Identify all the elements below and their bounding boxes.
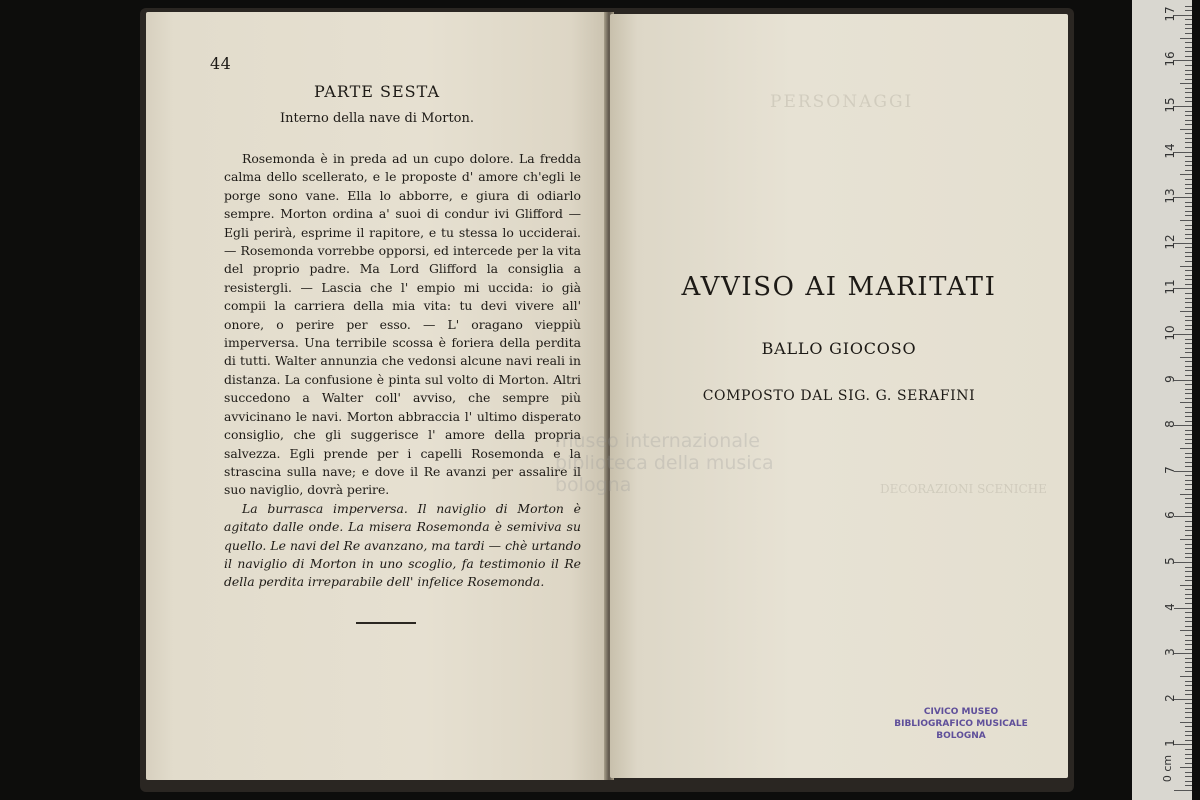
ruler-tick <box>1180 676 1192 677</box>
library-watermark <box>555 430 875 496</box>
ruler-tick <box>1185 453 1192 454</box>
ruler-tick <box>1185 598 1192 599</box>
ruler-tick <box>1185 466 1192 467</box>
ruler-tick <box>1185 234 1192 235</box>
ruler-tick <box>1185 703 1192 704</box>
ruler-tick <box>1180 311 1192 312</box>
ruler-tick <box>1185 124 1192 125</box>
ruler-tick <box>1185 785 1192 786</box>
ruler-tick <box>1185 726 1192 727</box>
ruler-tick <box>1185 184 1192 185</box>
ruler-tick <box>1185 708 1192 709</box>
ruler-tick <box>1185 484 1192 485</box>
ruler-tick <box>1185 138 1192 139</box>
ruler-tick <box>1185 754 1192 755</box>
stamp-line: BOLOGNA <box>936 731 986 741</box>
ruler-tick <box>1185 626 1192 627</box>
ruler-tick <box>1185 712 1192 713</box>
ruler-tick <box>1185 366 1192 367</box>
ruler-tick <box>1185 343 1192 344</box>
ruler-number: 10 <box>1163 325 1177 341</box>
ruler-tick <box>1185 430 1192 431</box>
body-text <box>224 150 581 592</box>
ruler-tick <box>1185 193 1192 194</box>
ruler-tick <box>1185 348 1192 349</box>
ruler-tick <box>1185 389 1192 390</box>
ruler-tick <box>1185 594 1192 595</box>
ruler-tick <box>1185 717 1192 718</box>
ruler-tick <box>1185 92 1192 93</box>
ruler-tick <box>1180 402 1192 403</box>
ruler-tick <box>1185 165 1192 166</box>
ruler-tick <box>1185 398 1192 399</box>
ruler-tick <box>1185 731 1192 732</box>
ruler-tick <box>1185 457 1192 458</box>
ruler-tick <box>1180 722 1192 723</box>
ruler-tick <box>1185 544 1192 545</box>
subtitle: BALLO GIOCOSO <box>761 339 917 358</box>
ruler-tick <box>1185 307 1192 308</box>
right-page <box>610 14 1068 778</box>
ruler-number: 6 <box>1163 511 1177 520</box>
ruler-tick <box>1185 142 1192 143</box>
ruler-number: 13 <box>1163 188 1177 204</box>
ruler-tick <box>1185 535 1192 536</box>
ruler-tick <box>1185 298 1192 299</box>
ruler-tick <box>1185 133 1192 134</box>
ruler-unit-label: 0 cm <box>1161 754 1175 783</box>
ruler-tick <box>1185 70 1192 71</box>
ruler-tick <box>1185 776 1192 777</box>
ruler-tick <box>1185 279 1192 280</box>
ruler-number: 5 <box>1163 557 1177 565</box>
ruler-tick <box>1185 215 1192 216</box>
ruler-tick <box>1185 179 1192 180</box>
ruler-tick <box>1185 252 1192 253</box>
ruler-tick <box>1185 557 1192 558</box>
ruler-tick <box>1185 24 1192 25</box>
ruler-tick <box>1185 115 1192 116</box>
ruler-tick <box>1185 434 1192 435</box>
ruler-number: 1 <box>1163 739 1177 748</box>
ruler-tick <box>1185 475 1192 476</box>
ruler-tick <box>1185 339 1192 340</box>
ruler-tick <box>1185 247 1192 248</box>
ruler-tick <box>1180 494 1192 495</box>
ruler-tick <box>1180 83 1192 84</box>
ruler-tick <box>1185 640 1192 641</box>
ruler-tick <box>1180 129 1192 130</box>
paragraph: Rosemonda è in preda ad un cupo dolore. La fredda calma dello scellerato, e le proposte d' amore ch'egli le porge sono vane. Ella lo abborre, e giura di odiarlo sempre. Morton ordina a' suoi di condur ivi Glifford — Egli perirà, esprime il rapitore, e tu stessa lo ucciderai. — Rosemonda vorrebbe opporsi, ed intercede per la vita del proprio padre. Ma Lord Glifford la consiglia a resistergli. — Lascia che l' empio mi uccida: io già compii la carriera della mia vita: tu devi vivere all' onore, o perire per esso. — L' oragano vieppiù imperversa. Una terribile scossa è foriera della perdita di tutti. Walter annunzia che vedonsi alcune navi reali in distanza. La confusione è pinta sul volto di Morton. Altri succedono a Walter coll' avviso, che sempre più avvicinano le navi. Morton abbraccia l' ultimo disperato consiglio, che gli suggerisce l' amore della propria salvezza. Egli prende per i capelli Rosemonda e la strascina sulla nave; e dove il Re avanzi per assalire il suo naviglio, dovrà perire. <box>224 151 581 498</box>
ruler-number: 12 <box>1163 234 1177 250</box>
ruler-tick <box>1185 111 1192 112</box>
ruler-number: 2 <box>1163 693 1177 702</box>
ruler-tick <box>1185 530 1192 531</box>
ruler-tick <box>1185 617 1192 618</box>
ruler-tick <box>1185 261 1192 262</box>
ruler-tick <box>1185 571 1192 572</box>
ruler-tick <box>1185 694 1192 695</box>
ruler-tick <box>1185 658 1192 659</box>
ruler-tick <box>1185 498 1192 499</box>
ruler-tick <box>1185 42 1192 43</box>
measurement-ruler <box>1132 0 1192 800</box>
ruler-tick <box>1185 644 1192 645</box>
section-title: PARTE SESTA <box>313 82 440 101</box>
ruler-tick <box>1185 88 1192 89</box>
ruler-tick <box>1185 526 1192 527</box>
ruler-tick <box>1185 101 1192 102</box>
ruler-tick <box>1185 170 1192 171</box>
ruler-tick <box>1185 293 1192 294</box>
stamp-line: CIVICO MUSEO <box>923 707 999 717</box>
ruler-tick <box>1185 56 1192 57</box>
paragraph: La burrasca imperversa. Il naviglio di Morton è agitato dalle onde. La misera Rosemonda è semiviva su quello. Le navi del Re avanzano, ma tardi — chè urtando il naviglio di Morton in uno scoglio, fa testimonio il Re della perdita irreparabile dell' infelice Rosemonda. <box>224 500 581 590</box>
ruler-tick <box>1185 681 1192 682</box>
ruler-tick <box>1185 320 1192 321</box>
ruler-tick <box>1185 548 1192 549</box>
ruler-tick <box>1185 612 1192 613</box>
ruler-tick <box>1185 238 1192 239</box>
ruler-tick <box>1185 370 1192 371</box>
left-page <box>146 12 608 780</box>
ruler-number: 16 <box>1163 51 1177 68</box>
ruler-tick <box>1185 662 1192 663</box>
ruler-tick <box>1180 266 1192 267</box>
ruler-tick <box>1185 10 1192 11</box>
ruler-number: 7 <box>1163 465 1177 474</box>
ruler-tick <box>1180 767 1192 768</box>
ruler-tick <box>1185 316 1192 317</box>
show-through-section: DECORAZIONI SCENICHE <box>880 482 1047 496</box>
ruler-number: 4 <box>1163 602 1177 611</box>
ruler-tick <box>1185 667 1192 668</box>
ruler-number: 17 <box>1163 6 1177 22</box>
credit-line: COMPOSTO DAL SIG. G. SERAFINI <box>702 388 976 404</box>
ruler-tick <box>1185 635 1192 636</box>
ruler-number: 3 <box>1163 648 1177 657</box>
ruler-tick <box>1185 621 1192 622</box>
ruler-tick <box>1185 6 1192 7</box>
watermark-line: biblioteca della musica <box>555 452 774 474</box>
ruler-tick <box>1185 512 1192 513</box>
ruler-tick <box>1185 202 1192 203</box>
ruler-tick <box>1185 79 1192 80</box>
ruler-number: 8 <box>1163 420 1177 429</box>
ruler-tick <box>1185 503 1192 504</box>
ruler-tick <box>1185 325 1192 326</box>
ruler-tick <box>1174 790 1192 791</box>
ruler-tick <box>1185 772 1192 773</box>
ruler-tick <box>1185 763 1192 764</box>
ruler-tick <box>1180 38 1192 39</box>
ruler-tick <box>1185 275 1192 276</box>
ruler-tick <box>1185 229 1192 230</box>
ruler-tick <box>1185 375 1192 376</box>
ruler-tick <box>1185 147 1192 148</box>
ruler-tick <box>1180 220 1192 221</box>
ruler-tick <box>1185 51 1192 52</box>
watermark-line: museo internazionale <box>555 430 760 452</box>
ruler-tick <box>1185 384 1192 385</box>
ruler-tick <box>1185 302 1192 303</box>
ruler-tick <box>1185 603 1192 604</box>
ruler-tick <box>1185 421 1192 422</box>
ruler-tick <box>1185 671 1192 672</box>
ruler-number: 14 <box>1163 142 1177 159</box>
ruler-tick <box>1185 270 1192 271</box>
ruler-tick <box>1185 649 1192 650</box>
ruler-tick <box>1185 161 1192 162</box>
stamp-line: BIBLIOGRAFICO MUSICALE <box>894 719 1028 729</box>
ruler-tick <box>1185 19 1192 20</box>
ruler-tick <box>1180 630 1192 631</box>
ruler-tick <box>1185 740 1192 741</box>
ruler-number: 11 <box>1163 279 1177 296</box>
decorative-rule <box>356 622 416 624</box>
ruler-tick <box>1185 416 1192 417</box>
watermark-line: bologna <box>555 474 632 496</box>
ruler-tick <box>1185 188 1192 189</box>
ruler-tick <box>1185 407 1192 408</box>
ruler-tick <box>1185 74 1192 75</box>
ruler-tick <box>1185 393 1192 394</box>
ruler-tick <box>1185 589 1192 590</box>
ruler-tick <box>1185 256 1192 257</box>
ruler-tick <box>1180 448 1192 449</box>
ruler-tick <box>1180 174 1192 175</box>
ruler-tick <box>1185 156 1192 157</box>
ruler-tick <box>1185 576 1192 577</box>
show-through-heading: PERSONAGGI <box>770 92 914 112</box>
ruler-tick <box>1185 735 1192 736</box>
page-number: 44 <box>210 54 232 73</box>
ruler-tick <box>1185 462 1192 463</box>
ruler-tick <box>1180 539 1192 540</box>
ruler-tick <box>1185 758 1192 759</box>
ruler-tick <box>1185 329 1192 330</box>
ruler-tick <box>1180 585 1192 586</box>
main-title: AVVISO AI MARITATI <box>681 272 997 302</box>
ruler-tick <box>1185 480 1192 481</box>
ruler-tick <box>1185 361 1192 362</box>
ruler-tick <box>1185 284 1192 285</box>
ruler-tick <box>1185 521 1192 522</box>
ruler-tick <box>1185 33 1192 34</box>
ruler-tick <box>1185 352 1192 353</box>
ruler-tick <box>1185 439 1192 440</box>
ruler-tick <box>1185 65 1192 66</box>
ruler-tick <box>1185 567 1192 568</box>
ruler-tick <box>1185 443 1192 444</box>
ruler-tick <box>1185 120 1192 121</box>
ruler-tick <box>1185 749 1192 750</box>
ruler-tick <box>1185 489 1192 490</box>
library-stamp <box>886 706 1036 742</box>
ruler-tick <box>1185 206 1192 207</box>
ruler-tick <box>1185 412 1192 413</box>
ruler-tick <box>1185 690 1192 691</box>
ruler-tick <box>1185 553 1192 554</box>
ruler-tick <box>1180 357 1192 358</box>
ruler-number: 9 <box>1163 374 1177 383</box>
ruler-tick <box>1185 47 1192 48</box>
ruler-tick <box>1185 781 1192 782</box>
ruler-tick <box>1185 97 1192 98</box>
ruler-tick <box>1185 685 1192 686</box>
ruler-tick <box>1185 211 1192 212</box>
ruler-number: 15 <box>1163 97 1177 113</box>
ruler-tick <box>1185 580 1192 581</box>
ruler-tick <box>1185 225 1192 226</box>
scene-heading: Interno della nave di Morton. <box>280 111 474 126</box>
ruler-tick <box>1185 28 1192 29</box>
ruler-tick <box>1185 507 1192 508</box>
